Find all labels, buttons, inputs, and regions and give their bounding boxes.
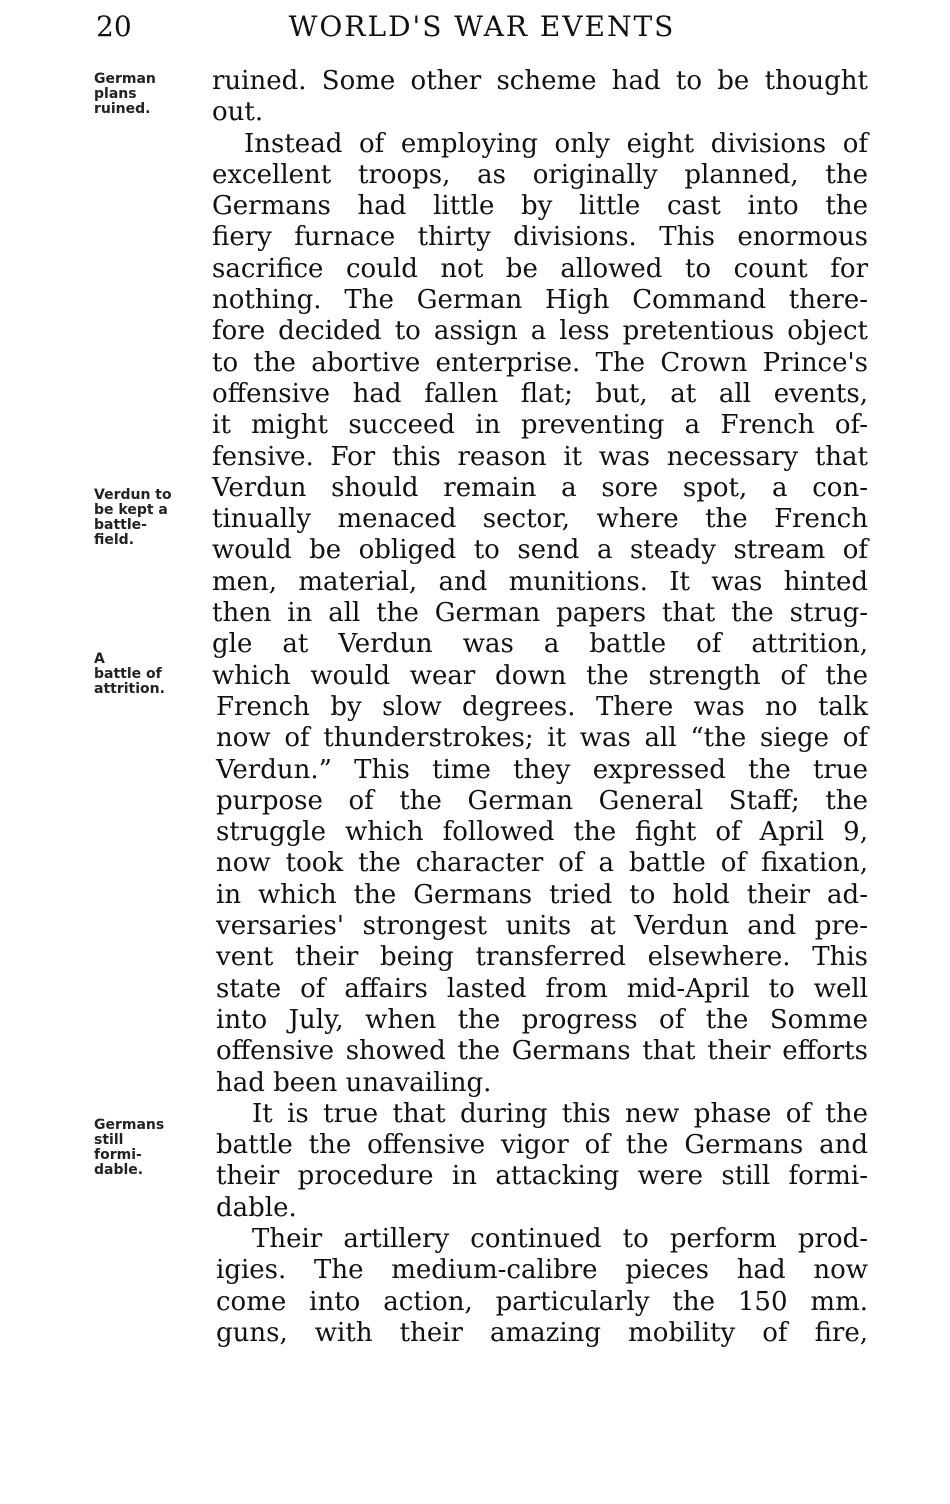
text-line: excellent troops, as originally planned, the	[212, 159, 868, 190]
text-line: now took the character of a battle of fixation,	[216, 848, 868, 879]
sidenote-battle-of-attrition	[94, 652, 206, 697]
sidenote-line: battle of	[94, 666, 162, 682]
sidenote-german-plans-ruined	[94, 72, 206, 117]
text-line: offensive had fallen flat; but, at all events,	[212, 378, 868, 409]
text-line: Germans had little by little cast into the	[212, 191, 868, 222]
sidenote-line: be kept a	[94, 502, 168, 518]
sidenote-line: Verdun to	[94, 487, 172, 503]
sidenote-line: A	[94, 651, 105, 667]
text-line: igies. The medium-calibre pieces had now	[216, 1255, 868, 1286]
sidenote-line: battle-	[94, 517, 147, 533]
text-line: It is true that during this new phase of the	[252, 1098, 868, 1129]
text-line: fore decided to assign a less pretentious object	[212, 316, 868, 347]
text-line: state of affairs lasted from mid-April to well	[216, 973, 868, 1004]
text-line: Their artillery continued to perform prod-	[252, 1223, 868, 1254]
running-header	[96, 8, 868, 48]
sidenote-line: plans	[94, 86, 137, 102]
text-line: battle the offensive vigor of the Germans and	[216, 1130, 868, 1161]
text-line: French by slow degrees. There was no talk	[216, 691, 868, 722]
text-line: fensive. For this reason it was necessary that	[212, 441, 868, 472]
sidenote-line: dable.	[94, 1162, 144, 1178]
text-line: Verdun should remain a sore spot, a con-	[212, 472, 868, 503]
paragraph-it-is-true	[212, 1099, 868, 1224]
text-line: fiery furnace thirty divisions. This enormous	[212, 222, 868, 253]
text-line: versaries' strongest units at Verdun and pre-	[216, 911, 868, 942]
text-line: would be obliged to send a steady stream of	[212, 535, 868, 566]
text-line: their procedure in attacking were still formi-	[216, 1161, 868, 1192]
text-line: which would wear down the strength of the	[212, 660, 868, 691]
sidenote-line: field.	[94, 532, 135, 548]
sidenote-line: attrition.	[94, 681, 165, 697]
text-line: then in all the German papers that the strug-	[212, 598, 868, 629]
text-line: offensive showed the Germans that their efforts	[216, 1036, 868, 1067]
text-line: men, material, and munitions. It was hinted	[212, 566, 868, 597]
text-line: it might succeed in preventing a French of-	[212, 410, 868, 441]
body-text	[212, 66, 868, 1349]
text-line: come into action, particularly the 150 mm.	[216, 1286, 868, 1317]
running-title: WORLD'S WAR EVENTS	[288, 10, 676, 43]
sidenote-germans-still-formidable	[94, 1118, 206, 1178]
paragraph-their-artillery	[212, 1224, 868, 1349]
sidenote-line: Germans	[94, 1117, 165, 1133]
text-line: purpose of the German General Staff; the	[216, 785, 868, 816]
paragraph-continuation	[212, 66, 868, 129]
text-line: Verdun.” This time they expressed the true	[216, 754, 868, 785]
text-line: tinually menaced sector, where the French	[212, 504, 868, 535]
text-line: vent their being transferred elsewhere. This	[216, 942, 868, 973]
sidenote-verdun-battlefield	[94, 488, 206, 548]
text-line: guns, with their amazing mobility of fire,	[216, 1317, 868, 1348]
text-line: to the abortive enterprise. The Crown Prince's	[212, 347, 868, 378]
text-line: dable.	[216, 1192, 297, 1223]
text-line: now of thunderstrokes; it was all “the siege of	[216, 723, 868, 754]
text-line: ruined. Some other scheme had to be thought	[212, 66, 868, 96]
sidenote-line: ruined.	[94, 101, 151, 117]
text-line: nothing. The German High Command there-	[212, 285, 868, 316]
text-line: struggle which followed the fight of April 9,	[216, 817, 868, 848]
page-number: 20	[96, 10, 132, 43]
text-line: Instead of employing only eight divisions of	[244, 128, 868, 159]
paragraph-instead	[212, 129, 868, 1099]
text-line: into July, when the progress of the Somme	[216, 1004, 868, 1035]
text-line: in which the Germans tried to hold their ad-	[216, 879, 868, 910]
sidenote-line: still	[94, 1132, 124, 1148]
text-line: gle at Verdun was a battle of attrition,	[212, 629, 868, 660]
text-line: out.	[212, 97, 264, 128]
sidenote-line: German	[94, 71, 156, 87]
sidenote-line: formi-	[94, 1147, 142, 1163]
text-line: had been unavailing.	[216, 1067, 492, 1098]
text-line: sacrifice could not be allowed to count for	[212, 253, 868, 284]
